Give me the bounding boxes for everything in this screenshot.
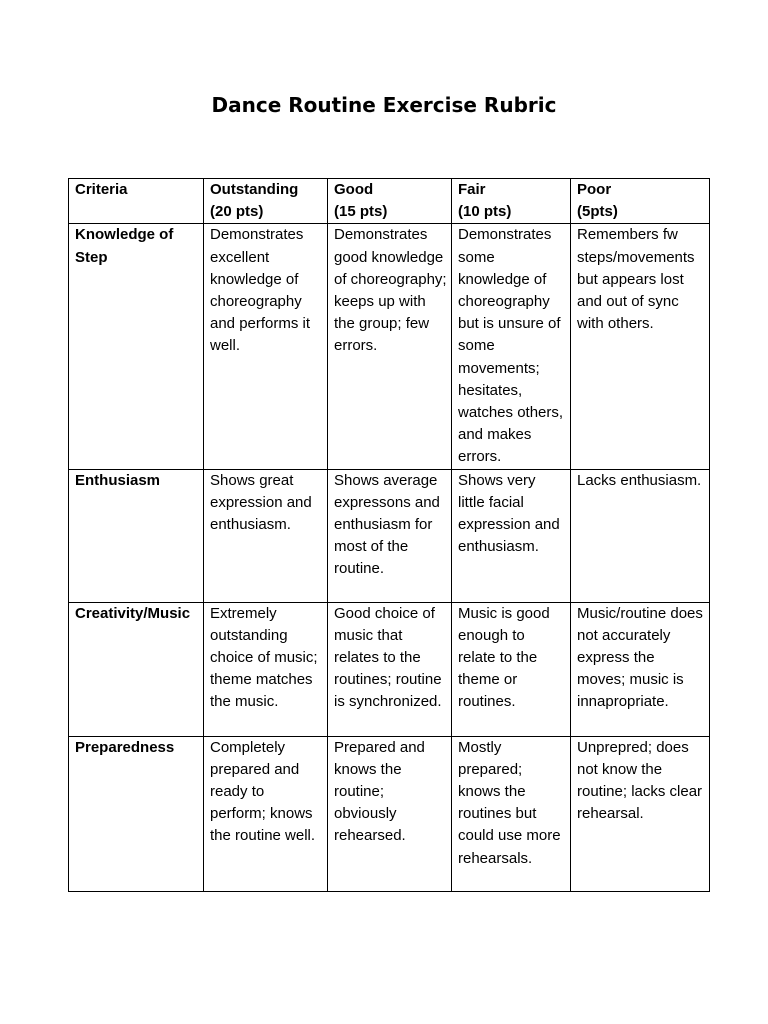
- good-cell: Demonstrates good knowledge of choreography; keeps up with the group; few errors.: [328, 224, 452, 469]
- table-row: [69, 736, 710, 891]
- good-cell: Good choice of music that relates to the routines; routine is synchronized.: [328, 602, 452, 736]
- table-row: [69, 602, 710, 736]
- fair-cell: Demonstrates some knowledge of choreography but is unsure of some movements; hesitates, watches others, and makes errors.: [452, 224, 571, 469]
- poor-cell: Unprepred; does not know the routine; lacks clear rehearsal.: [571, 736, 710, 891]
- header-label: Outstanding: [210, 181, 299, 198]
- good-cell: Prepared and knows the routine; obviously rehearsed.: [328, 736, 452, 891]
- header-label: Criteria: [75, 181, 128, 198]
- fair-cell: Mostly prepared; knows the routines but could use more rehearsals.: [452, 736, 571, 891]
- fair-cell: Music is good enough to relate to the theme or routines.: [452, 602, 571, 736]
- outstanding-cell: Extremely outstanding choice of music; theme matches the music.: [204, 602, 328, 736]
- header-label: Poor: [577, 181, 612, 198]
- outstanding-cell: Demonstrates excellent knowledge of choreography and performs it well.: [204, 224, 328, 469]
- criterion-cell: Creativity/Music: [69, 602, 204, 736]
- criterion-cell: Preparedness: [69, 736, 204, 891]
- header-good: [328, 179, 452, 224]
- header-fair: [452, 179, 571, 224]
- header-poor: [571, 179, 710, 224]
- header-outstanding: [204, 179, 328, 224]
- poor-cell: Remembers fw steps/movements but appears lost and out of sync with others.: [571, 224, 710, 469]
- criterion-cell: Enthusiasm: [69, 469, 204, 602]
- header-criteria: [69, 179, 204, 224]
- header-points: (20 pts): [210, 203, 264, 221]
- outstanding-cell: Completely prepared and ready to perform; knows the routine well.: [204, 736, 328, 891]
- criterion-cell: Knowledge of Step: [69, 224, 204, 469]
- header-label: Fair: [458, 181, 486, 198]
- page-title: Dance Routine Exercise Rubric: [211, 93, 557, 117]
- header-label: Good: [334, 181, 374, 198]
- table-row: [69, 469, 710, 602]
- rubric-table: [68, 178, 710, 892]
- header-points: (15 pts): [334, 203, 388, 221]
- table-row: [69, 224, 710, 469]
- good-cell: Shows average expressons and enthusiasm for most of the routine.: [328, 469, 452, 602]
- fair-cell: Shows very little facial expression and enthusiasm.: [452, 469, 571, 602]
- poor-cell: Music/routine does not accurately express the moves; music is innapropriate.: [571, 602, 710, 736]
- poor-cell: Lacks enthusiasm.: [571, 469, 710, 602]
- outstanding-cell: Shows great expression and enthusiasm.: [204, 469, 328, 602]
- header-points: (5pts): [577, 203, 618, 221]
- header-points: (10 pts): [458, 203, 512, 221]
- table-header-row: [69, 179, 710, 224]
